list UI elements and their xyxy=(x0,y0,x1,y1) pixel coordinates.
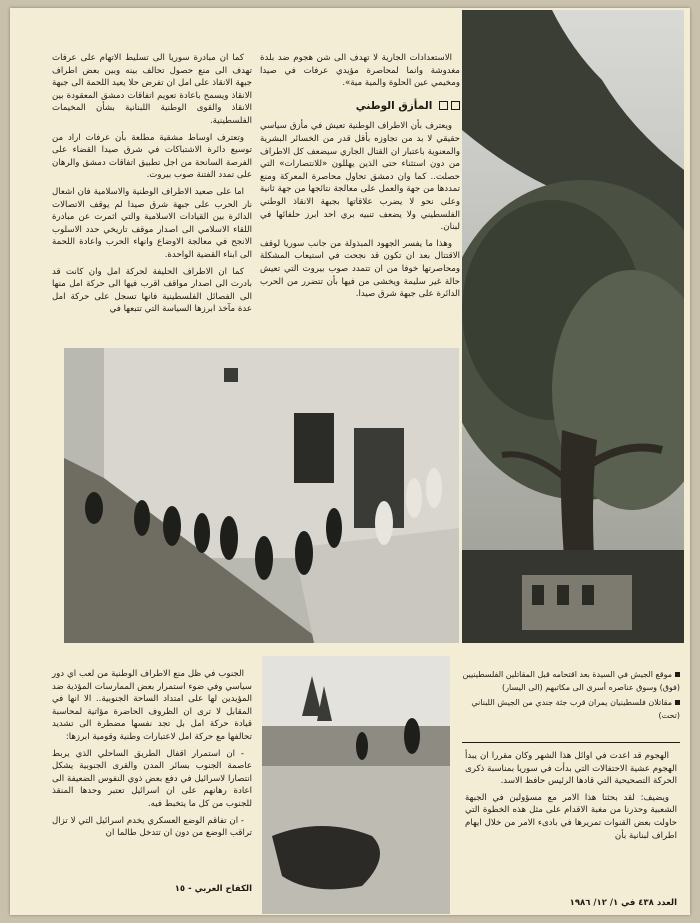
magazine-footer: الكفاح العربي - ١٥ xyxy=(174,884,252,894)
bullet-icon xyxy=(675,672,680,677)
tree-photo xyxy=(462,10,684,643)
soldiers-photo xyxy=(64,348,459,643)
paragraph: - ان استمرار اقفال الطريق الساحلي الذي يربط عاصمة الجنوب بسائر المدن والقرى الجنوبية يشكل انتصارا لاسرائيل في دفع بعض ذوي النفوس الضعيفة الى اعادة رهانهم على ان اسرائيل تعتبر وحدها المنقذ للجنوب من كل ما يتخبط فيه. xyxy=(52,748,252,809)
paragraph: ويعترف بأن الاطراف الوطنية تعيش في مأزق سياسي حقيقي لا بد من تجاوزه بأقل قدر من الخسائر البشرية والمعنوية باعتبار ان القتال الجاري سيضعف كل الاطراف من دون استثناء حتى الذين يهللون «للانتصارات» التي حصلت.. كما وان دمشق تحاول محاصرة المعركة ومنع تمددها من جهة والعمل على معالجة نتائجها من جهة ثانية وعلى نحو لا يضرب علاقاتها بجبهة الانقاذ الوطني الفلسطيني ولا يضعف تنبيه بري احد ابرز حلفائها في لبنان. xyxy=(260,121,460,233)
paragraph: كما ان مبادرة سوريا الى تسليط الاتهام على عرفات تهدف الى منع حصول تحالف بينه وبين بعض اطراف جبهة الانقاذ على امل ان تفرض حلا يعيد اللحمة الى جبهة الانقاذ ويسمح باعادة تعويم اتفاقات دمشق المعقودة بين الانقاذ والقوى الوطنية اللبنانية بشأن المخيمات الفلسطينية. xyxy=(52,53,252,126)
paragraph: الجنوب في ظل منع الاطراف الوطنية من لعب اي دور سياسي وفي ضوء استمرار بعض الممارسات المؤذية ضد المؤيدين لها على امتداد الساحة الجنوبية.. الا انها في المقابل لا ترى ان الظروف الحاضرة مؤاتية لمحاسبة قيادة حركة امل بل تجد نفسها مضطرة الى تشديد تحالفها مع حركة امل لاعتبارات وطنية وقومية ابرزها: xyxy=(52,669,252,742)
fighters-photo-art xyxy=(262,656,450,914)
article-column-bottom-left xyxy=(52,668,252,844)
paragraph: اما على صعيد الاطراف الوطنية والاسلامية فان اشعال نار الحرب على جبهة شرق صيدا لم يوقف الاتصالات الدائرة بين القيادات الاسلامية والتي اثمرت عن مبادرة اللقاء الاسلامي الى اصدار موقف تاريخي حدد الاسلوب الانجح في معالجة الاوضاع وانهاء الحرب واعادة اللحمة الى ابناء القضية الواحدة. xyxy=(52,186,252,260)
paragraph: كما ان الاطراف الحليفة لحركة امل وان كانت قد بادرت الى اصدار مواقف اقرب فيها الى حركة امل منها الى الفصائل الفلسطينية فانها تسجل على حركة امل عدة مآخذ ابرزها السياسة التي تتبعها في xyxy=(52,266,252,315)
paragraph: الاستعدادات الجارية لا تهدف الى شن هجوم ضد بلدة مغدوشة وانما لمحاصرة مؤيدي عرفات في صيدا ومخيمي عين الحلوة والمية مية». xyxy=(260,53,460,89)
caption-text: موقع الجيش في السيدة بعد اقتحامه قبل المقاتلين الفلسطينيين (فوق) وسوق عناصره أسرى الى مكاتبهم (الى اليسار) xyxy=(462,670,680,692)
fighters-photo xyxy=(262,656,450,914)
section-heading-text: المأزق الوطني xyxy=(355,99,433,112)
paragraph: الهجوم قد اعدت في اوائل هذا الشهر وكان مقررا ان يبدأ الهجوم عشية الاحتفالات التي بدأت في سوريا بمناسبة ذكرى الحركة التصحيحية التي قادها الرئيس حافظ الاسد. xyxy=(465,751,677,787)
paragraph: ويضيف: لقد بحثنا هذا الامر مع مسؤولين في الجبهة الشعبية وحذرنا من مغبة الاقدام على مثل هذه الخطوة التي حاولت بعض القنوات تمريرها في بادىء الامر من خلال ايهام اطراف لبنانية بأن xyxy=(465,792,677,841)
issue-footer: العدد ٤٣٨ في ١/ ١٢/ ١٩٨٦ xyxy=(569,898,677,908)
tree-photo-art xyxy=(462,10,684,643)
bullet-icon xyxy=(675,700,680,705)
caption-text: مقاتلان فلسطينيان يمران قرب جثة جندي من الجيش اللبناني (تحت) xyxy=(471,698,680,720)
caption-divider xyxy=(462,742,680,743)
article-column-bottom-right xyxy=(465,750,677,846)
magazine-page xyxy=(10,8,690,915)
photo-captions xyxy=(462,668,680,724)
soldiers-photo-art xyxy=(64,348,459,643)
article-column-top-middle xyxy=(260,52,460,305)
paragraph: وهذا ما يفسر الجهود المبذولة من جانب سوريا لوقف الاقتتال بعد ان تكون قد نجحت في استيعاب المشكلة ومحاصرتها خوفا من ان تتمدد صوب بيروت التي تعيش حالة غير سليمة ويخشى من فيها بأن تتضرر من الحرب الدائرة على جبهة شرق صيدا. xyxy=(260,238,460,300)
paragraph: وتعترف اوساط مشقية مطلعة بأن عرفات اراد من توسيع دائرة الاشتباكات في شرق صيدا القضاء على الفرصة السانحة من اجل تطبيق اتفاقات دمشق والرهان على تمدد الفتنة صوب بيروت. xyxy=(52,132,252,181)
box-icon xyxy=(439,101,448,110)
box-icon xyxy=(451,101,460,110)
section-heading xyxy=(260,100,460,113)
caption-item xyxy=(462,668,680,694)
caption-item xyxy=(462,696,680,722)
article-column-top-left xyxy=(52,52,252,320)
paragraph: - ان تفاقم الوضع العسكري يخدم اسرائيل التي لا تزال تراقب الوضع من دون ان تتدخل طالما ان xyxy=(52,815,252,839)
